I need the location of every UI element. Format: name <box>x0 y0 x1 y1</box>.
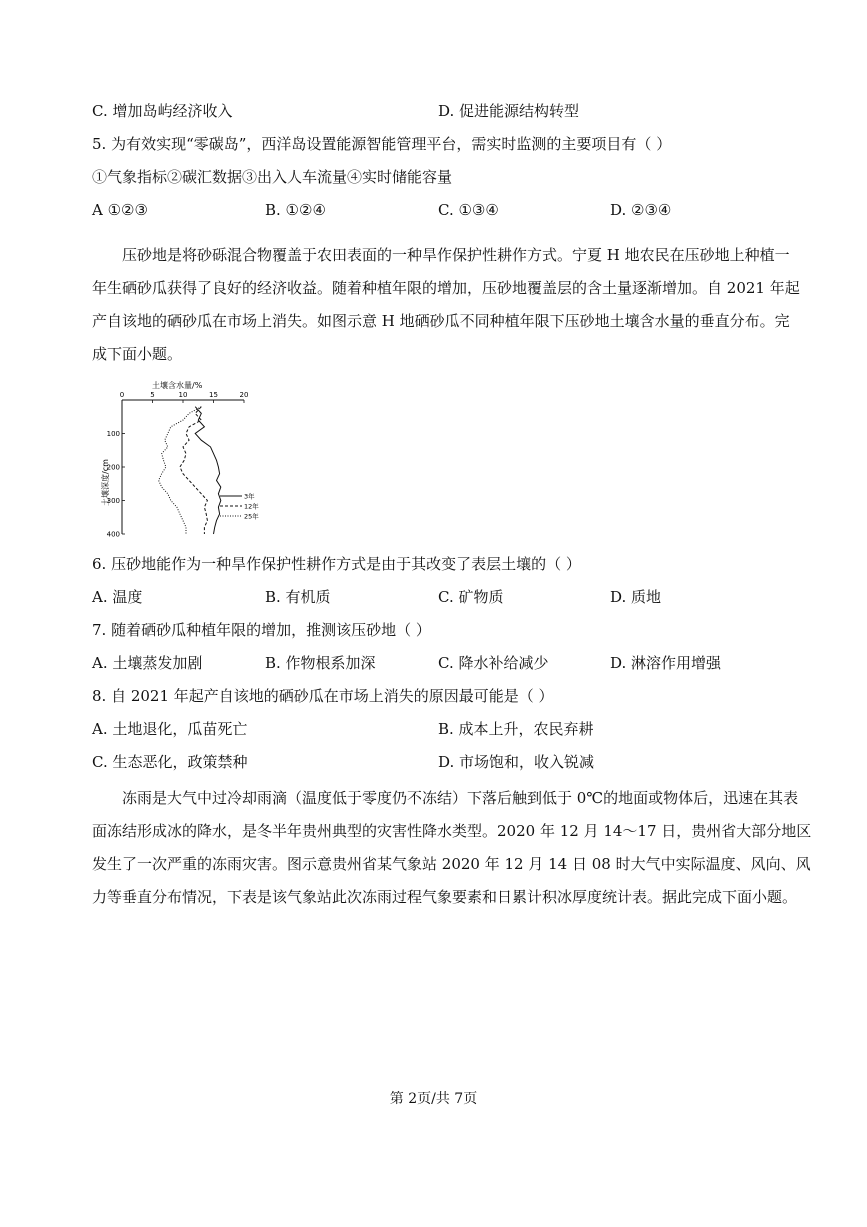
y-axis-label: 土壤深度/cm <box>101 459 110 506</box>
q4-option-c: C. 增加岛屿经济收入 <box>92 102 233 120</box>
legend-label: 3年 <box>244 492 255 501</box>
q6-stem: 6. 压砂地能作为一种旱作保护性耕作方式是由于其改变了表层土壤的（ ） <box>92 555 581 573</box>
passage-2-line: 力等垂直分布情况，下表是该气象站此次冻雨过程气象要素和日累计积冰厚度统计表。据此完成下面小题。 <box>92 888 798 906</box>
q5-items: ①气象指标②碳汇数据③出入人车流量④实时储能容量 <box>92 168 453 186</box>
series-line-25年 <box>159 407 202 534</box>
x-tick-label: 10 <box>178 391 188 399</box>
q5-option-c: C. ①③④ <box>438 201 499 219</box>
passage-2-line: 面冻结形成冰的降水，是冬半年贵州典型的灾害性降水类型。2020 年 12 月 14～17 日，贵州省大部分地区 <box>92 822 812 840</box>
passage-1-line: 年生硒砂瓜获得了良好的经济收益。随着种植年限的增加，压砂地覆盖层的含土量逐渐增加。自 2021 年起 <box>92 279 800 297</box>
passage-1 <box>92 239 800 371</box>
passage-2 <box>92 782 812 914</box>
x-tick-label: 15 <box>209 391 218 399</box>
q8-option-b: B. 成本上升，农民弃耕 <box>438 720 594 738</box>
q6-option-c: C. 矿物质 <box>438 588 504 606</box>
q5-option-b: B. ①②④ <box>265 201 326 219</box>
passage-2-line: 发生了一次严重的冻雨灾害。图示意贵州省某气象站 2020 年 12 月 14 日 08 时大气中实际温度、风向、风 <box>92 855 811 873</box>
legend-label: 12年 <box>244 502 259 511</box>
y-tick-label: 400 <box>106 530 120 539</box>
q8-stem: 8. 自 2021 年起产自该地的硒砂瓜在市场上消失的原因最可能是（ ） <box>92 687 554 705</box>
q5-option-d: D. ②③④ <box>610 201 672 219</box>
q7-option-d: D. 淋溶作用增强 <box>610 654 722 672</box>
q8-option-d: D. 市场饱和，收入锐减 <box>438 753 595 771</box>
y-tick-label: 200 <box>106 463 120 472</box>
y-tick-label: 300 <box>106 497 120 505</box>
q7-option-b: B. 作物根系加深 <box>265 654 376 672</box>
q7-option-c: C. 降水补给减少 <box>438 654 549 672</box>
passage-1-line: 压砂地是将砂砾混合物覆盖于农田表面的一种旱作保护性耕作方式。宁夏 H 地农民在压砂地上种植一 <box>122 246 790 264</box>
chart-title: 土壤含水量/% <box>152 381 203 390</box>
q4-option-d: D. 促进能源结构转型 <box>438 102 580 120</box>
x-tick-label: 5 <box>150 391 155 399</box>
q7-stem: 7. 随着硒砂瓜种植年限的增加，推测该压砂地（ ） <box>92 621 431 639</box>
series-line-3年 <box>195 407 221 534</box>
q6-option-a: A. 温度 <box>92 588 143 606</box>
q6-option-d: D. 质地 <box>610 588 662 606</box>
page-footer: 第 2页/共 7页 <box>389 1091 478 1107</box>
q8-option-a: A. 土地退化，瓜苗死亡 <box>92 720 248 738</box>
x-tick-label: 0 <box>119 391 125 399</box>
legend-label: 25年 <box>244 512 259 521</box>
passage-1-line: 产自该地的硒砂瓜在市场上消失。如图示意 H 地硒砂瓜不同种植年限下压砂地土壤含水量的垂直分布。完 <box>92 312 790 330</box>
soil-moisture-chart <box>96 378 286 540</box>
y-tick-label: 100 <box>106 430 120 438</box>
q8-option-c: C. 生态恶化，政策禁种 <box>92 753 248 771</box>
q5-option-a: A ①②③ <box>92 201 148 219</box>
q5-stem: 5. 为有效实现“零碳岛”，西洋岛设置能源智能管理平台，需实时监测的主要项目有（ ） <box>92 135 672 153</box>
passage-1-line: 成下面小题。 <box>92 345 183 363</box>
q7-option-a: A. 土壤蒸发加剧 <box>92 654 203 672</box>
x-tick-label: 20 <box>239 391 249 399</box>
q6-option-b: B. 有机质 <box>265 588 331 606</box>
passage-2-line: 冻雨是大气中过冷却雨滴（温度低于零度仍不冻结）下落后触到低于 0℃的地面或物体后，迅速在其表 <box>122 789 799 807</box>
